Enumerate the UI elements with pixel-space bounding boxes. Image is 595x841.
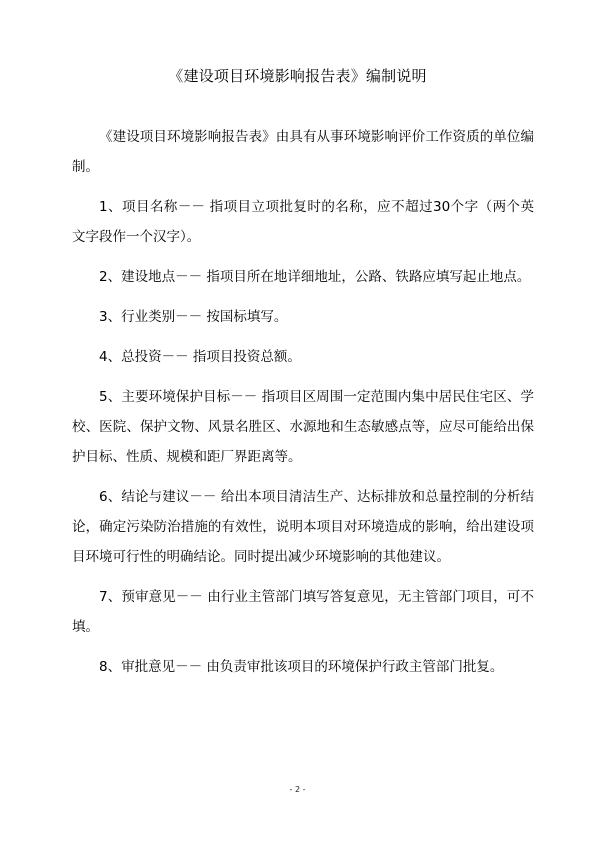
paragraph-conclusions: 6、结论与建议－－ 给出本项目清洁生产、达标排放和总量控制的分析结论，确定污染防治措施的有效性，说明本项目对环境造成的影响，给出建设项目环境可行性的明确结论。同时提出减少环境影响的其他建议。 xyxy=(72,489,534,565)
paragraph-protection-targets: 5、主要环境保护目标－－ 指项目区周围一定范围内集中居民住宅区、学校、医院、保护文物、风景名胜区、水源地和生态敏感点等，应尽可能给出保护目标、性质、规模和距厂界距离等。 xyxy=(72,389,534,465)
document-title: 《建设项目环境影响报告表》编制说明 xyxy=(168,67,427,85)
paragraph-industry-category: 3、行业类别－－ 按国标填写。 xyxy=(99,309,288,325)
paragraph-total-investment: 4、总投资－－ 指项目投资总额。 xyxy=(99,349,301,365)
paragraph-preliminary-review: 7、预审意见－－ 由行业主管部门填写答复意见，无主管部门项目，可不填。 xyxy=(72,589,534,635)
document-body xyxy=(72,122,534,692)
page-number: - 2 - xyxy=(289,785,306,794)
paragraph-approval: 8、审批意见－－ 由负责审批该项目的环境保护行政主管部门批复。 xyxy=(99,659,504,675)
paragraph-intro: 《建设项目环境影响报告表》由具有从事环境影响评价工作资质的单位编制。 xyxy=(72,129,534,175)
paragraph-project-name: 1、项目名称－－ 指项目立项批复时的名称，应不超过30个字（两个英文字段作一个汉字）。 xyxy=(72,199,534,245)
paragraph-construction-site: 2、建设地点－－ 指项目所在地详细地址，公路、铁路应填写起止地点。 xyxy=(99,269,531,285)
